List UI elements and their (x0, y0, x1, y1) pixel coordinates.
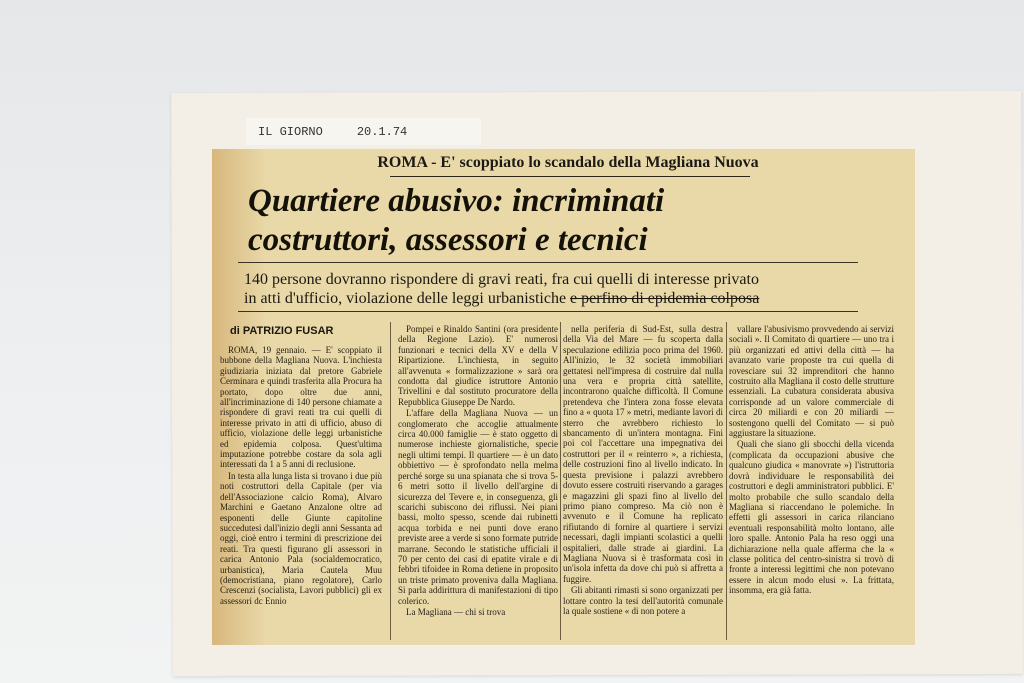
article-headline (248, 182, 888, 260)
headline-line-1: Quartiere abusivo: incriminati (248, 183, 665, 219)
column-divider (390, 322, 391, 640)
article-column-3 (563, 324, 723, 644)
headline-line-2: costruttori, assessori e tecnici (248, 222, 648, 258)
subtitle-line-1: 140 persone dovranno rispondere di gravi reati, fra cui quelli di interesse privato (244, 271, 759, 288)
subtitle-struck-text: e perfino di epidemia colposa (570, 290, 760, 307)
column-paragraph: La Magliana — chi si trova (406, 606, 506, 617)
article-subtitle (244, 270, 884, 308)
subtitle-line-2 (244, 289, 884, 308)
subtitle-line-2-text: in atti d'ufficio, violazione delle leggi urbanistiche (244, 290, 567, 307)
article-column-4 (729, 324, 894, 644)
column-paragraph: In testa alla lunga lista si trovano i due più noti costruttori della Capitale (per via dell'Associazione calcio Roma), Alvaro Marchini e Gaetano Anzalone oltre ad esponenti delle Giunte capitoline succedutesi dall'inizio degli anni Sessanta ad oggi, cioè entro i termini di prescrizione dei reati. Tra questi figurano gli assessori in carica Antonio Pala (socialdemocratico, urbanistica), Maria Cautela Muu (democristiana, piano regolatore), Carlo Crescenzi (socialista, Lavori pubblici) gli ex assessori dc Ennio (220, 470, 382, 606)
article-column-1 (220, 345, 382, 645)
article-column-2 (398, 324, 558, 644)
column-paragraph: Pompei e Rinaldo Santini (ora presidente della Regione Lazio). E' numerosi funzionari e tecnici della XV e della V Ripartizione. L'inchiesta, in seguito all'avvenuta « formalizzazione » sarà ora condotta dal giudice istruttore Antonio Trivellini e dal sostituto procuratore della Repubblica Giuseppe De Nardo. (398, 324, 558, 407)
column-divider (560, 322, 561, 640)
clipping-date: 20.1.74 (356, 124, 408, 139)
column-paragraph: Quali che siano gli sbocchi della vicenda (complicata da occupazioni abusive che qualcuno giudica « manovrate ») l'istruttoria dovrà individuare le responsabilità dei costruttori e degli amministratori pubblici. E' molto probabile che sullo scandalo della Magliana si riaccendano le polemiche. In effetti gli assessori in carica rilanciano eventuali responsabilità molto lontano, alle loro spalle. Antonio Pala ha reso oggi una dichiarazione nella quale afferma che la « classe politica del centro-sinistra si trovò di fronte a interessi legittimi che non potevano essere in alcun modo elusi ». La frittata, insomma, era già fatta. (729, 439, 894, 596)
newspaper-source: IL GIORNO (258, 124, 323, 139)
clipping-reference-label (246, 118, 481, 145)
subtitle-rule (238, 311, 858, 312)
column-divider (726, 322, 727, 640)
headline-rule (238, 262, 858, 263)
column-paragraph: vallare l'abusivismo provvedendo ai servizi sociali ». Il Comitato di quartiere — uno tra i più organizzati ed attivi della città — ha avanzato varie proposte tra cui quella di rovesciare sui 32 imprenditori che hanno costruito alla Magliana il costo delle strutture essenziali. La cubatura considerata abusiva corrisponde ad un valore commerciale di circa 20 miliardi e con 20 miliardi — sostengono quelli del Comitato — si può aggiustare la situazione. (729, 324, 894, 439)
column-paragraph: nella periferia di Sud-Est, sulla destra della Via del Mare — fu scoperta dalla speculazione edilizia poco prima del 1960. All'inizio, le 32 società immobiliari gettatesi nell'impresa di costruire dal nulla una vera e propria città satellite, incontrarono qualche difficoltà. Il Comune pretendeva che l'intera zona fosse elevata fino a « quota 17 » metri, mediante lavori di sterro che avrebbero richiesto lo sbancamento di un'intera montagna. Fini poi col l'accettare una impegnativa dei costruttori per il « reinterro », a richiesta, delle costruzioni fino al livello indicato. In questa previsione i palazzi avrebbero dovuto essere costruiti riservando a garages e magazzini gli spazi fino al livello del primo piano compreso. Ma ciò non è avvenuto e il Comune ha replicato rifiutando di fornire al quartiere i servizi necessari, dagli impianti scolastici a quelli ospitalieri, dalle strade ai giardini. La Magliana Nuova si è trasformata così in un'isola infetta da dove chi può si affretta a fuggire. (563, 324, 723, 584)
column-paragraph: L'affare della Magliana Nuova — un conglomerato che accoglie attualmente circa 40.000 famiglie — è stato oggetto di numerose inchieste giornalistiche, specie negli ultimi tempi. Il quartiere — è un dato obbiettivo — è sprofondato nella melma perché sorge su una spianata che si trova 5-6 metri sotto il livello dell'argine di sicurezza del Tevere e, in conseguenza, gli scarichi subiscono dei riflussi. Nei piani bassi, molto spesso, scende dai rubinetti acqua torbida e nei punti dove erano previste aree a verde si sono formate putride marrane. Secondo le statistiche ufficiali il 70 per cento dei casi di epatite virale e di febbri tifoidee in Roma detiene in proposito un triste primato proveniva dalla Magliana. Si parla addirittura di manifestazioni di tipo colerico. (398, 408, 558, 606)
article-byline: di PATRIZIO FUSAR (230, 325, 334, 337)
article-kicker: ROMA - E' scoppiato lo scandalo della Magliana Nuova (377, 154, 759, 171)
column-paragraph: Gli abitanti rimasti si sono organizzati per lottare contro la tesi dell'autorità comunale la quale sostiene « di non potere a (563, 585, 723, 616)
kicker-rule (390, 176, 750, 177)
column-paragraph: ROMA, 19 gennaio. — E' scoppiato il bubbone della Magliana Nuova. L'inchiesta giudiziaria iniziata dal pretore Gabriele Cerminara e quindi trasferita alla Procura ha portato, dopo oltre due anni, all'incriminazione di 140 persone chiamate a rispondere di gravi reati tra cui quelli di interesse privato in atti di ufficio, abuso di ufficio, violazione delle leggi urbanistiche ed epidemia colposa. Quest'ultima imputazione potrebbe costare da sola agli interessati da 1 a 5 anni di reclusione. (220, 345, 382, 470)
